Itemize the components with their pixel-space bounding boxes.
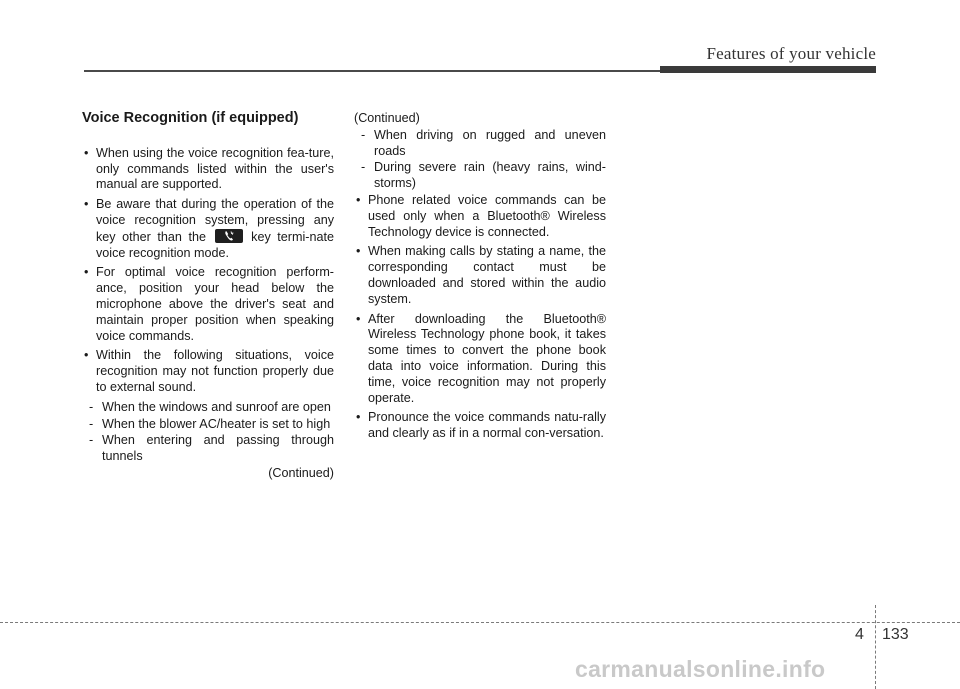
continued-label: (Continued)	[268, 465, 334, 480]
sub-item: - During severe rain (heavy rains, wind-storms)	[354, 160, 606, 192]
page-divider	[875, 605, 876, 689]
left-column	[82, 111, 334, 482]
header-rule-thin	[84, 70, 660, 72]
bullet-item: • After downloading the Bluetooth® Wireless Technology phone book, it takes some times to convert the phone book data into voice information. During this time, voice recognition may not properly operate.	[354, 312, 606, 407]
sub-item: - When the blower AC/heater is set to high	[82, 417, 334, 433]
page-number: 133	[882, 626, 909, 643]
header-rule-thick	[660, 66, 876, 73]
talk-button-icon	[215, 229, 243, 243]
bullet-item: • Pronounce the voice commands natu-rally and clearly as if in a normal con-versation.	[354, 410, 606, 442]
sub-item: - When the windows and sunroof are open	[82, 400, 334, 416]
header-title: Features of your vehicle	[706, 44, 876, 63]
sub-item: - When driving on rugged and uneven roads	[354, 128, 606, 160]
bullet-text: Be aware that during the operation of the voice recognition system, pressing any key other than the	[96, 197, 334, 244]
footer-rule	[0, 622, 960, 623]
bullet-text: key termi-nate voice recognition mode.	[96, 229, 334, 260]
bullet-item	[82, 197, 334, 261]
continued-label: (Continued)	[354, 111, 420, 125]
right-column	[354, 111, 606, 446]
bullet-item: • When using the voice recognition fea-ture, only commands listed within the user's manual are supported.	[82, 146, 334, 193]
chapter-number: 4	[855, 626, 864, 643]
bullet-item: • Phone related voice commands can be used only when a Bluetooth® Wireless Technology device is connected.	[354, 193, 606, 240]
watermark: carmanualsonline.info	[575, 656, 826, 682]
sub-item: - When entering and passing through tunnels	[82, 433, 334, 465]
bullet-item: • Within the following situations, voice recognition may not function properly due to external sound.	[82, 348, 334, 395]
bullet-item: • For optimal voice recognition perform-ance, position your head below the microphone above the driver's seat and maintain proper position when speaking voice commands.	[82, 265, 334, 344]
bullet-item: • When making calls by stating a name, the corresponding contact must be downloaded and stored within the audio system.	[354, 244, 606, 307]
section-heading: Voice Recognition (if equipped)	[82, 110, 299, 126]
